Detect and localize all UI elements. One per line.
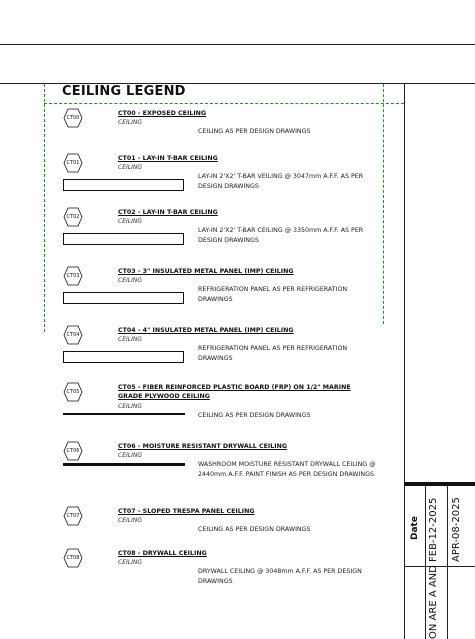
titleblock-note: ON ARE A AND <box>428 565 439 639</box>
ceiling-tag-icon <box>63 266 83 286</box>
ceiling-subtitle: CEILING <box>118 336 142 343</box>
ceiling-swatch-box <box>63 233 184 245</box>
ceiling-subtitle: CEILING <box>118 559 142 566</box>
ceiling-code: CT07 - SLOPED TRESPA PANEL CEILING <box>118 508 255 515</box>
ceiling-subtitle: CEILING <box>118 218 142 225</box>
ceiling-tag-icon <box>63 108 83 128</box>
ceiling-code: CT02 - LAY-IN T-BAR CEILING <box>118 209 218 216</box>
ceiling-code: CT01 - LAY-IN T-BAR CEILING <box>118 155 218 162</box>
ceiling-description: CEILING AS PER DESIGN DRAWINGS <box>198 526 311 533</box>
ceiling-swatch-box <box>63 292 184 304</box>
dash-left <box>44 84 45 332</box>
dash-top <box>44 103 404 104</box>
ceiling-tag-icon <box>63 506 83 526</box>
ceiling-code: CT00 - EXPOSED CEILING <box>118 110 207 117</box>
titleblock-col-1 <box>425 486 426 639</box>
ceiling-subtitle: CEILING <box>118 164 142 171</box>
ceiling-description: CEILING AS PER DESIGN DRAWINGS <box>198 128 311 135</box>
ceiling-code: CT05 - FIBER REINFORCED PLASTIC BOARD (FRP) ON 1/2" MARINE GRADE PLYWOOD CEILING <box>118 384 351 400</box>
titleblock-date-1: FEB-12-2025 <box>428 497 439 562</box>
ceiling-subtitle: CEILING <box>118 119 142 126</box>
ceiling-description: WASHROOM MOISTURE RESISTANT DRYWALL CEILING @ 2440mm A.F.F. PAINT FINISH AS PER DESIGN DRAWINGS <box>198 461 376 478</box>
ceiling-tag-label: CT03 <box>66 273 80 279</box>
ceiling-tag-icon <box>63 207 83 227</box>
ceiling-swatch-line <box>63 463 185 466</box>
ceiling-tag-label: CT05 <box>66 389 80 395</box>
ceiling-tag-label: CT02 <box>66 214 80 220</box>
ceiling-code: CT06 - MOISTURE RESISTANT DRYWALL CEILING <box>118 443 288 450</box>
ceiling-code: CT08 - DRYWALL CEILING <box>118 550 207 557</box>
ceiling-description: CEILING AS PER DESIGN DRAWINGS <box>198 412 311 419</box>
titleblock-date-header: Date <box>410 516 420 540</box>
ceiling-tag-label: CT00 <box>66 115 80 121</box>
titleblock-heavy-rule <box>404 482 475 486</box>
ceiling-description: LAY-IN 2'X2' T-BAR VEILING @ 3047mm A.F.F. AS PER DESIGN DRAWINGS <box>198 173 364 190</box>
titleblock-row <box>404 566 475 567</box>
ceiling-swatch-box <box>63 351 184 363</box>
ceiling-tag-icon <box>63 325 83 345</box>
ceiling-tag-label: CT04 <box>66 332 80 338</box>
ceiling-tag-label: CT06 <box>66 448 80 454</box>
ceiling-code: CT04 - 4" INSULATED METAL PANEL (IMP) CEILING <box>118 327 294 334</box>
ceiling-description: REFRIGERATION PANEL AS PER REFRIGERATION DRAWINGS <box>198 345 348 362</box>
ceiling-swatch-box <box>63 179 184 191</box>
ceiling-tag-icon <box>63 153 83 173</box>
ceiling-tag-label: CT07 <box>66 513 80 519</box>
titleblock-border-left <box>404 83 405 639</box>
top-border <box>0 44 475 45</box>
ceiling-tag-label: CT08 <box>66 555 80 561</box>
ceiling-subtitle: CEILING <box>118 452 142 459</box>
ceiling-description: REFRIGERATION PANEL AS PER REFRIGERATION DRAWINGS <box>198 286 348 303</box>
ceiling-subtitle: CEILING <box>118 277 142 284</box>
ceiling-tag-icon <box>63 548 83 568</box>
ceiling-tag-icon <box>63 382 83 402</box>
ceiling-tag-icon <box>63 441 83 461</box>
titleblock-date-2: APR-08-2025 <box>451 497 462 562</box>
ceiling-subtitle: CEILING <box>118 403 142 410</box>
legend-title: CEILING LEGEND <box>62 84 186 99</box>
ceiling-description: LAY-IN 2'X2' T-BAR CEILING @ 3350mm A.F.F. AS PER DESIGN DRAWINGS <box>198 227 364 244</box>
titleblock-col-2 <box>447 486 448 639</box>
dash-right <box>383 84 384 324</box>
ceiling-tag-label: CT01 <box>66 160 80 166</box>
ceiling-code: CT03 - 3" INSULATED METAL PANEL (IMP) CEILING <box>118 268 294 275</box>
ceiling-swatch-line <box>63 413 185 415</box>
ceiling-description: DRYWALL CEILING @ 3048mm A.F.F. AS PER DESIGN DRAWINGS <box>198 568 362 585</box>
ceiling-subtitle: CEILING <box>118 517 142 524</box>
